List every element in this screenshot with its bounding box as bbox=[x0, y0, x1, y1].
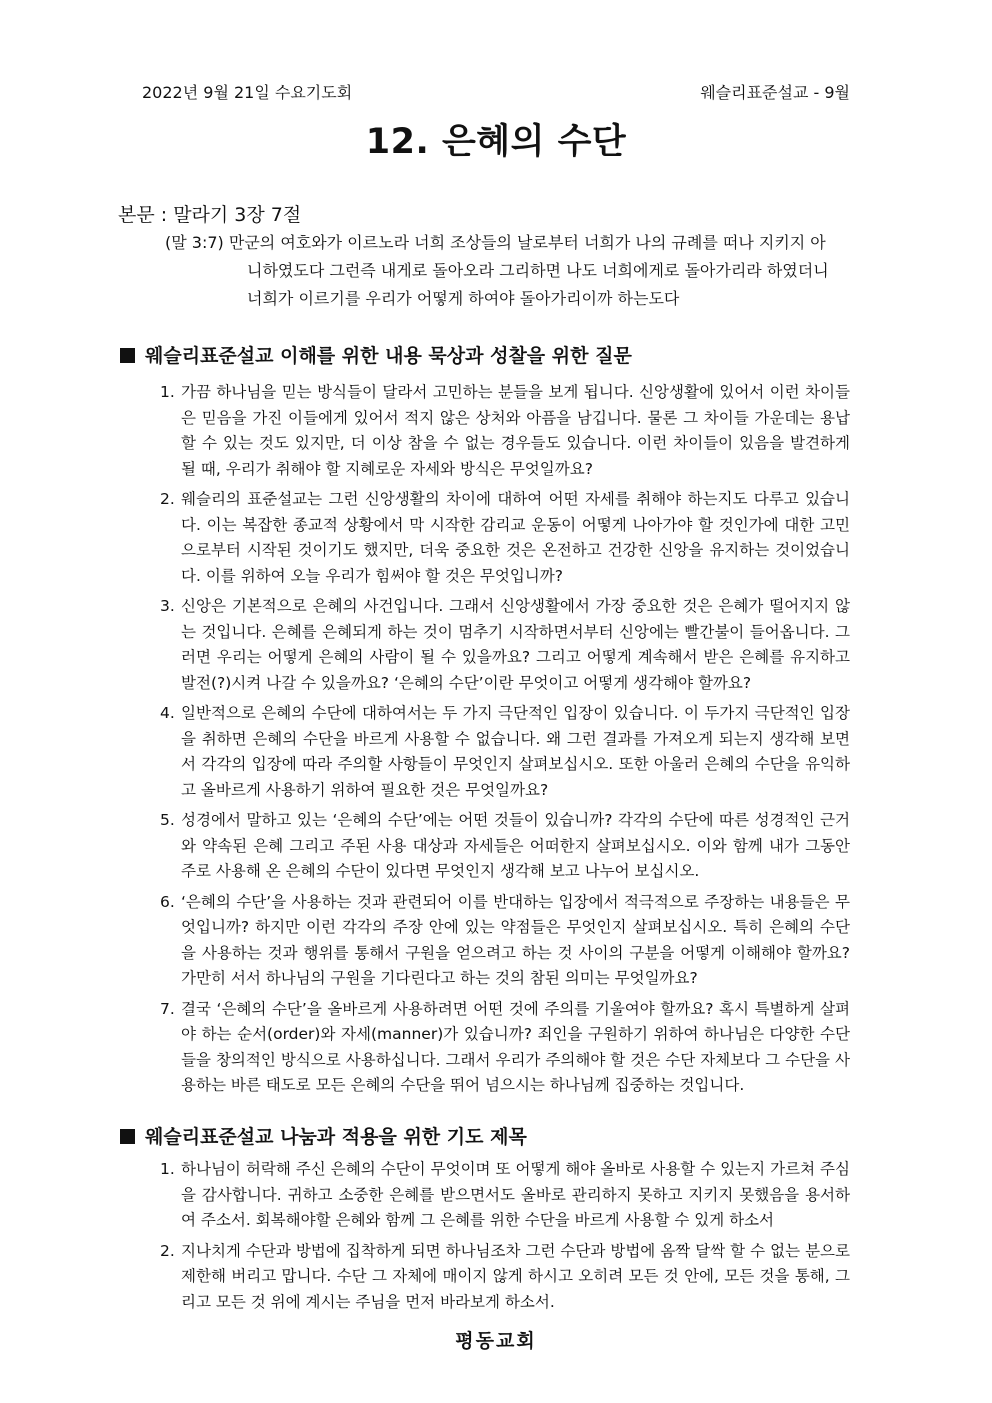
section-heading-text: 웨슬리표준설교 이해를 위한 내용 묵상과 성찰을 위한 질문 bbox=[145, 345, 632, 367]
section-heading-questions bbox=[120, 341, 632, 368]
list-item-text: 결국 ‘은혜의 수단’을 올바르게 사용하려면 어떤 것에 주의를 기울여야 할까요? 혹시 특별하게 살펴야 하는 순서(order)와 자세(manner)가 있습니까? 죄인을 구원하기 위하여 하나님은 다양한 수단들을 창의적인 방식으로 사용하십니다. 그래서 우리가 주의해야 할 것은 수단 자체보다 그 수단을 사용하는 바른 태도로 모든 은혜의 수단을 뛰어 넘으시는 하나님께 집중하는 것입니다. bbox=[181, 999, 850, 1094]
list-item-text: 하나님이 허락해 주신 은혜의 수단이 무엇이며 또 어떻게 해야 올바로 사용할 수 있는지 가르쳐 주심을 감사합니다. 귀하고 소중한 은혜를 받으면서도 올바로 관리하지 못하고 지키지 못했음을 용서하여 주소서. 회복해야할 은혜와 함께 그 은혜를 위한 수단을 바르게 사용할 수 있게 하소서 bbox=[181, 1160, 850, 1229]
list-item-text: 웨슬리의 표준설교는 그런 신앙생활의 차이에 대하여 어떤 자세를 취해야 하는지도 다루고 있습니다. 이는 복잡한 종교적 상황에서 막 시작한 감리교 운동이 어떻게 나아가야 할 것인가에 대한 고민으로부터 시작된 것이기도 했지만, 더욱 중요한 것은 온전하고 건강한 신앙을 유지하는 것이었습니다. 이를 위하여 오늘 우리가 힘써야 할 것은 무엇입니까? bbox=[181, 490, 850, 585]
question-list bbox=[160, 380, 850, 1099]
list-item bbox=[160, 808, 850, 885]
prayer-list bbox=[160, 1157, 850, 1315]
list-item-number: 5. bbox=[160, 811, 175, 829]
list-item-number: 3. bbox=[160, 597, 175, 615]
section-heading-text: 웨슬리표준설교 나눔과 적용을 위한 기도 제목 bbox=[145, 1126, 527, 1148]
scripture-reference: 본문 : 말라기 3장 7절 bbox=[118, 204, 302, 226]
list-item-text: 성경에서 말하고 있는 ‘은혜의 수단’에는 어떤 것들이 있습니까? 각각의 수단에 따른 성경적인 근거와 약속된 은혜 그리고 주된 사용 대상과 자세들은 어떠한지 살펴보십시오. 이와 함께 내가 그동안 주로 사용해 온 은혜의 수단이 있다면 무엇인지 생각해 보고 나누어 보십시오. bbox=[181, 811, 850, 880]
list-item-number: 2. bbox=[160, 1241, 175, 1260]
list-item bbox=[160, 380, 850, 482]
verse-line: (말 3:7) 만군의 여호와가 이르노라 너희 조상들의 날로부터 너희가 나의 규례를 떠나 지키지 아 bbox=[165, 233, 826, 252]
list-item-text: 일반적으로 은혜의 수단에 대하여서는 두 가지 극단적인 입장이 있습니다. 이 두가지 극단적인 입장을 취하면 은혜의 수단을 바르게 사용할 수 없습니다. 왜 그런 결과를 가져오게 되는지 생각해 보면서 각각의 입장에 따라 주의할 사항들이 무엇인지 살펴보십시오. 또한 아울러 은혜의 수단을 유익하고 올바르게 사용하기 위하여 필요한 것은 무엇일까요? bbox=[181, 704, 850, 799]
sermon-series: 웨슬리표준설교 - 9월 bbox=[700, 83, 850, 102]
list-item bbox=[160, 487, 850, 589]
section-heading-prayer bbox=[120, 1122, 527, 1149]
list-item-text: 신앙은 기본적으로 은혜의 사건입니다. 그래서 신앙생활에서 가장 중요한 것은 은혜가 떨어지지 않는 것입니다. 은혜를 은혜되게 하는 것이 멈추기 시작하면서부터 신앙에는 빨간불이 들어옵니다. 그러면 우리는 어떻게 은혜의 사람이 될 수 있을까요? 그리고 어떻게 계속해서 받은 은혜를 유지하고 발전(?)시켜 나갈 수 있을까요? ‘은혜의 수단’이란 무엇이고 어떻게 생각해야 할까요? bbox=[181, 597, 850, 692]
list-item-number: 4. bbox=[160, 704, 175, 722]
verse-line: 너희가 이르기를 우리가 어떻게 하여야 돌아가리이까 하는도다 bbox=[247, 289, 680, 308]
square-bullet-icon bbox=[120, 348, 135, 363]
list-item-number: 2. bbox=[160, 490, 175, 508]
list-item bbox=[160, 1239, 850, 1316]
list-item bbox=[160, 1157, 850, 1234]
list-item-text: 가끔 하나님을 믿는 방식들이 달라서 고민하는 분들을 보게 됩니다. 신앙생활에 있어서 이런 차이들은 믿음을 가진 이들에게 있어서 적지 않은 상처와 아픔을 남깁니다. 물론 그 차이들 가운데는 용납할 수 있는 것도 있지만, 더 이상 참을 수 없는 경우들도 있습니다. 이런 차이들이 있음을 발견하게 될 때, 우리가 취해야 할 지혜로운 자세와 방식은 무엇일까요? bbox=[181, 383, 850, 478]
church-name-footer: 평동교회 bbox=[455, 1330, 537, 1352]
list-item bbox=[160, 594, 850, 696]
scripture-verse bbox=[165, 229, 855, 313]
page-title: 12. 은혜의 수단 bbox=[365, 122, 627, 162]
list-item-text: 지나치게 수단과 방법에 집착하게 되면 하나님조차 그런 수단과 방법에 옴짝 달싹 할 수 없는 분으로 제한해 버리고 맙니다. 수단 그 자체에 매이지 않게 하시고 오히려 모든 것 안에, 모든 것을 통해, 그리고 모든 것 위에 계시는 주님을 먼저 바라보게 하소서. bbox=[181, 1241, 850, 1311]
verse-line: 니하였도다 그런즉 내게로 돌아오라 그리하면 나도 너희에게로 돌아가리라 하였더니 bbox=[247, 261, 829, 280]
list-item bbox=[160, 701, 850, 803]
list-item-number: 7. bbox=[160, 999, 175, 1018]
square-bullet-icon bbox=[120, 1129, 135, 1144]
list-item bbox=[160, 890, 850, 992]
list-item-number: 1. bbox=[160, 1160, 175, 1178]
list-item bbox=[160, 997, 850, 1099]
service-date-title: 2022년 9월 21일 수요기도회 bbox=[142, 83, 353, 102]
list-item-text: ‘은혜의 수단’을 사용하는 것과 관련되어 이를 반대하는 입장에서 적극적으로 주장하는 내용들은 무엇입니까? 하지만 이런 각각의 주장 안에 있는 약점들은 무엇인지 살펴보십시오. 특히 은혜의 수단을 사용하는 것과 행위를 통해서 구원을 얻으려고 하는 것 사이의 구분을 어떻게 이해해야 할까요? 가만히 서서 하나님의 구원을 기다린다고 하는 것의 참된 의미는 무엇일까요? bbox=[181, 892, 850, 987]
list-item-number: 1. bbox=[160, 383, 175, 401]
list-item-number: 6. bbox=[160, 892, 175, 911]
